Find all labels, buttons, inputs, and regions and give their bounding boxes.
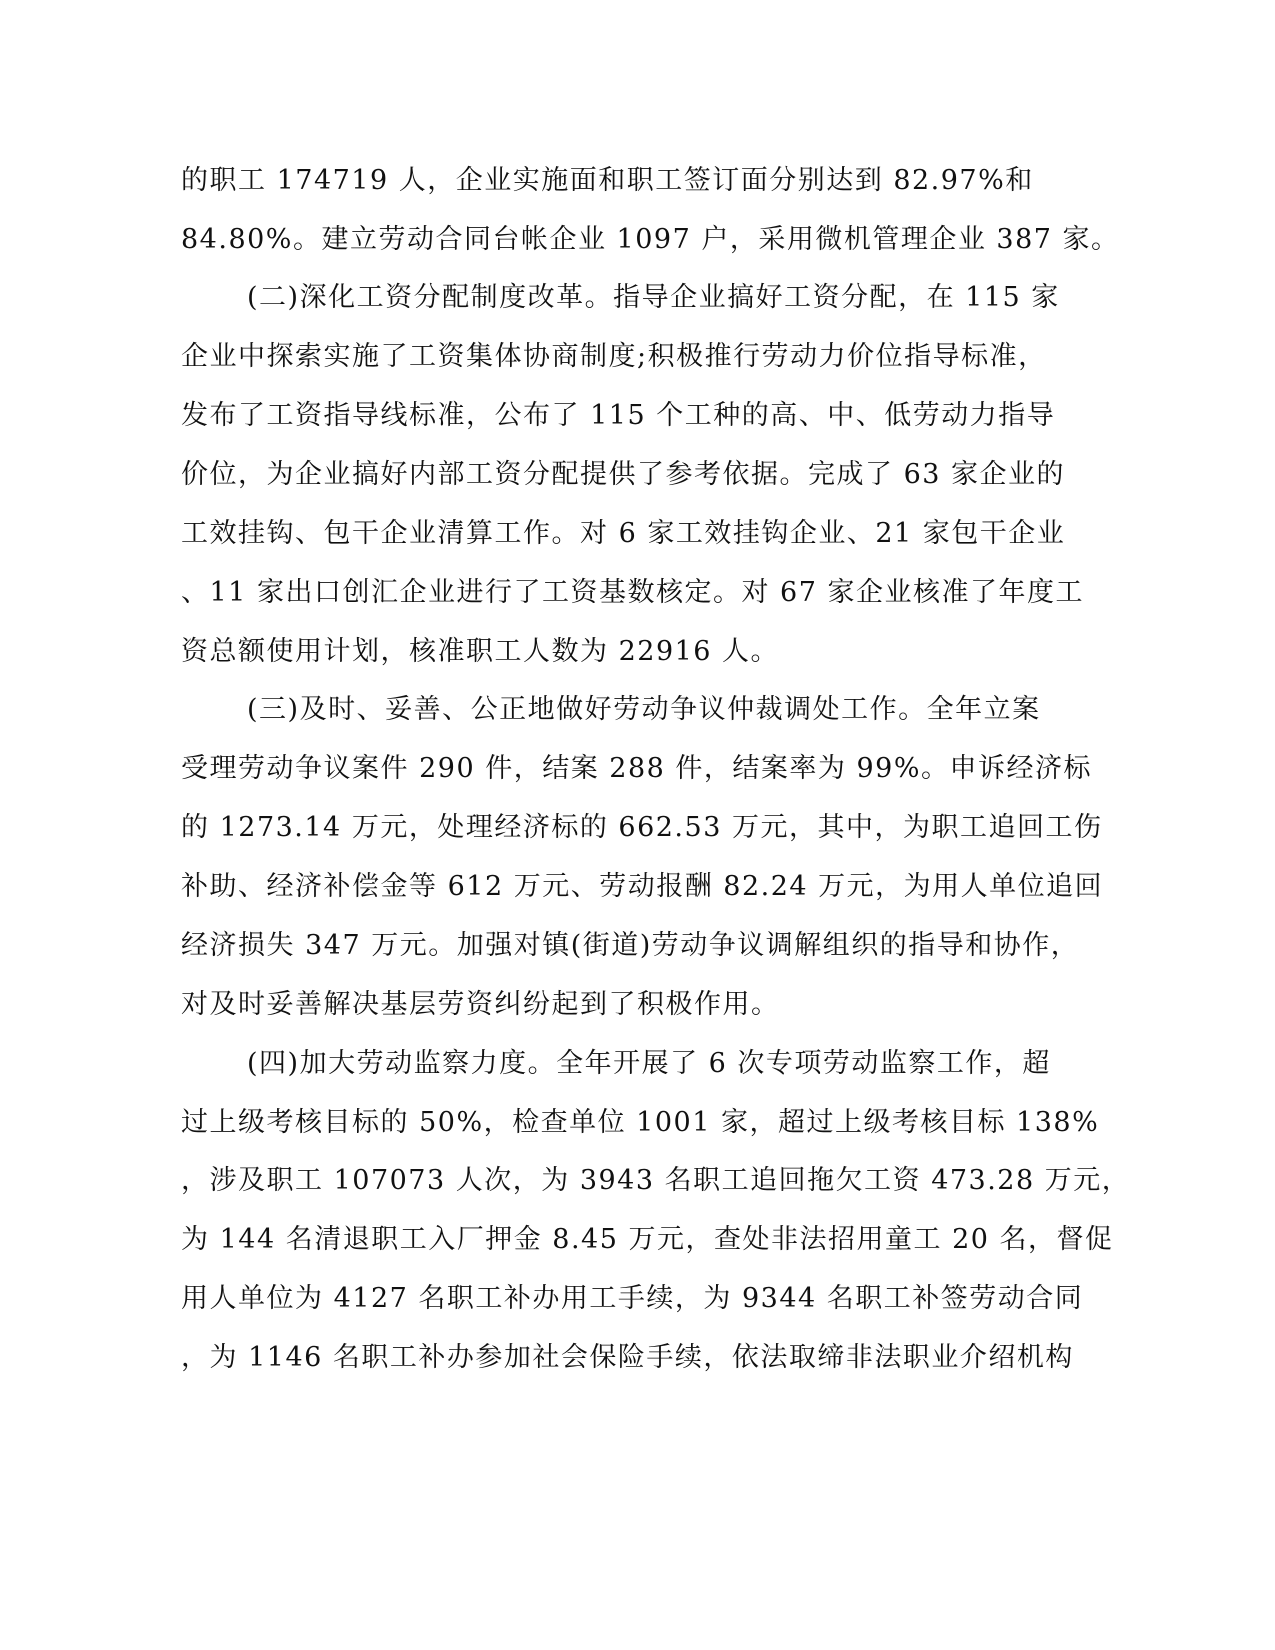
paragraph-2-first-line: (二)深化工资分配制度改革。指导企业搞好工资分配，在 115 家 [247, 282, 1060, 313]
text-line: 经济损失 347 万元。加强对镇(街道)劳动争议调解组织的指导和协作， [181, 930, 1080, 961]
text-line: ，为 1146 名职工补办参加社会保险手续，依法取缔非法职业介绍机构 [181, 1342, 1074, 1373]
text-line: 84.80%。建立劳动合同台帐企业 1097 户，采用微机管理企业 387 家。 [181, 224, 1120, 255]
text-line: 资总额使用计划，核准职工人数为 22916 人。 [181, 636, 780, 667]
text-line: 工效挂钩、包干企业清算工作。对 6 家工效挂钩企业、21 家包干企业 [181, 518, 1066, 549]
text-line: 价位，为企业搞好内部工资分配提供了参考依据。完成了 63 家企业的 [181, 459, 1066, 490]
text-line: 的职工 174719 人，企业实施面和职工签订面分别达到 82.97%和 [181, 165, 1034, 196]
text-line: 过上级考核目标的 50%，检查单位 1001 家，超过上级考核目标 138% [181, 1107, 1100, 1138]
text-line: 的 1273.14 万元，处理经济标的 662.53 万元，其中，为职工追回工伤 [181, 812, 1103, 843]
text-line: 、11 家出口创汇企业进行了工资基数核定。对 67 家企业核准了年度工 [181, 577, 1084, 608]
paragraph-3-first-line: (三)及时、妥善、公正地做好劳动争议仲裁调处工作。全年立案 [247, 694, 1041, 725]
text-line: 受理劳动争议案件 290 件，结案 288 件，结案率为 99%。申诉经济标 [181, 753, 1092, 784]
text-line: 企业中探索实施了工资集体协商制度;积极推行劳动力价位指导标准， [181, 341, 1047, 372]
text-line: 对及时妥善解决基层劳资纠纷起到了积极作用。 [181, 989, 780, 1020]
text-line: 补助、经济补偿金等 612 万元、劳动报酬 82.24 万元，为用人单位追回 [181, 871, 1104, 902]
text-line: ，涉及职工 107073 人次，为 3943 名职工追回拖欠工资 473.28 万元， [181, 1165, 1131, 1196]
paragraph-4-first-line: (四)加大劳动监察力度。全年开展了 6 次专项劳动监察工作，超 [247, 1048, 1051, 1079]
text-line: 发布了工资指导线标准，公布了 115 个工种的高、中、低劳动力指导 [181, 400, 1056, 431]
text-line: 用人单位为 4127 名职工补办用工手续，为 9344 名职工补签劳动合同 [181, 1283, 1084, 1314]
text-line: 为 144 名清退职工入厂押金 8.45 万元，查处非法招用童工 20 名，督促 [181, 1224, 1114, 1255]
